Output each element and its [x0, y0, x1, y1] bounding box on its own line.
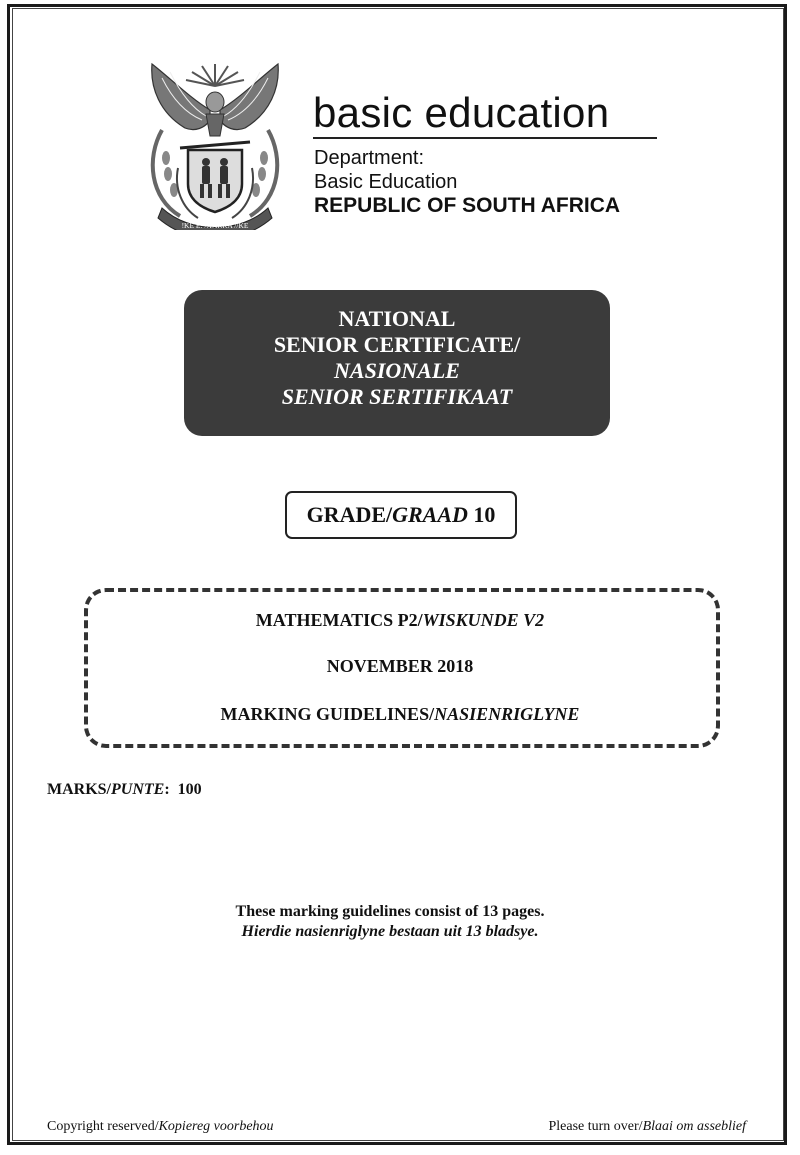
marks-label-en: MARKS/	[47, 781, 111, 798]
coat-of-arms-icon	[140, 58, 290, 230]
brand-title: basic education	[313, 89, 610, 136]
copyright-en: Copyright reserved/	[47, 1119, 159, 1134]
grade-number: 10	[473, 502, 496, 527]
department-label: Department:	[314, 147, 425, 169]
grade-label-en: GRADE/	[306, 502, 393, 527]
crest-motto: !KE E: /XARRA //KE	[181, 221, 249, 230]
document-type-af: NASIENRIGLYNE	[434, 704, 580, 724]
subject-title-en: MATHEMATICS P2/	[255, 610, 423, 630]
certificate-line-1: NATIONAL	[338, 306, 456, 331]
turn-over-notice	[548, 1118, 746, 1136]
certificate-line-4: SENIOR SERTIFIKAAT	[281, 384, 513, 409]
page-count-afrikaans: Hierdie nasienriglyne bestaan uit 13 bladsye.	[241, 923, 539, 940]
brand-underline	[313, 137, 657, 139]
grade-box	[285, 491, 517, 539]
marks-label-af: PUNTE	[111, 781, 165, 798]
certificate-box	[184, 290, 610, 436]
certificate-line-2: SENIOR CERTIFICATE/	[273, 332, 521, 357]
department-name: Basic Education	[314, 171, 458, 193]
grade-label-af: GRAAD	[392, 502, 468, 527]
certificate-line-3: NASIONALE	[334, 358, 460, 383]
country-name: REPUBLIC OF SOUTH AFRICA	[314, 194, 621, 217]
exam-date: NOVEMBER 2018	[326, 656, 474, 676]
turn-over-en: Please turn over/	[548, 1119, 643, 1134]
document-type-en: MARKING GUIDELINES/	[220, 704, 435, 724]
turn-over-af: Blaai om asseblief	[642, 1119, 746, 1134]
document-type	[0, 703, 800, 725]
copyright-af: Kopiereg voorbehou	[158, 1119, 274, 1134]
subject-title-af: WISKUNDE V2	[422, 610, 545, 630]
total-marks: MARKS/PUNTE: 100	[47, 781, 202, 798]
copyright-notice	[47, 1118, 274, 1136]
page-count-english: These marking guidelines consist of 13 pages.	[235, 903, 545, 920]
subject-title	[0, 609, 800, 631]
marks-value: 100	[177, 781, 202, 798]
